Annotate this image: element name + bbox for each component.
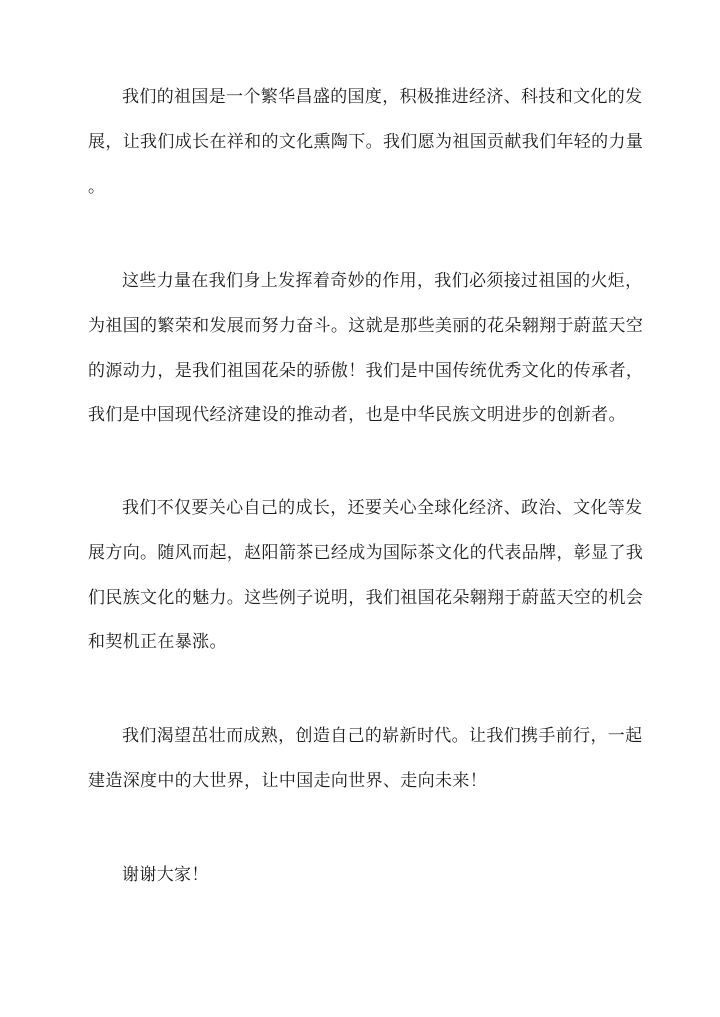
paragraph-3-line-4: 和契机正在暴涨。 xyxy=(88,632,227,652)
paragraph-3-line-3: 们民族文化的魅力。这些例子说明，我们祖国花朵翱翔于蔚蓝天空的机会 xyxy=(88,588,644,608)
paragraph-2-line-1: 这些力量在我们身上发挥着奇妙的作用，我们必须接过祖国的火炬， xyxy=(122,271,643,291)
paragraph-3-line-1: 我们不仅要关心自己的成长，还要关心全球化经济、政治、文化等发 xyxy=(122,498,643,518)
paragraph-2-line-3: 的源动力，是我们祖国花朵的骄傲！我们是中国传统优秀文化的传承者， xyxy=(88,361,644,381)
closing-line: 谢谢大家！ xyxy=(122,865,209,885)
paragraph-1-line-3: 。 xyxy=(88,177,106,197)
paragraph-1-line-2: 展，让我们成长在祥和的文化熏陶下。我们愿为祖国贡献我们年轻的力量 xyxy=(88,132,644,152)
paragraph-1-line-1: 我们的祖国是一个繁华昌盛的国度，积极推进经济、科技和文化的发 xyxy=(122,87,643,107)
paragraph-4-line-2: 建造深度中的大世界，让中国走向世界、走向未来！ xyxy=(88,771,488,791)
paragraph-2-line-2: 为祖国的繁荣和发展而努力奋斗。这就是那些美丽的花朵翱翔于蔚蓝天空 xyxy=(88,316,644,336)
paragraph-3-line-2: 展方向。随风而起，赵阳箭茶已经成为国际茶文化的代表品牌，彰显了我 xyxy=(88,543,644,563)
paragraph-4-line-1: 我们渴望茁壮而成熟，创造自己的崭新时代。让我们携手前行，一起 xyxy=(122,726,643,746)
paragraph-2-line-4: 我们是中国现代经济建设的推动者，也是中华民族文明进步的创新者。 xyxy=(88,405,626,425)
